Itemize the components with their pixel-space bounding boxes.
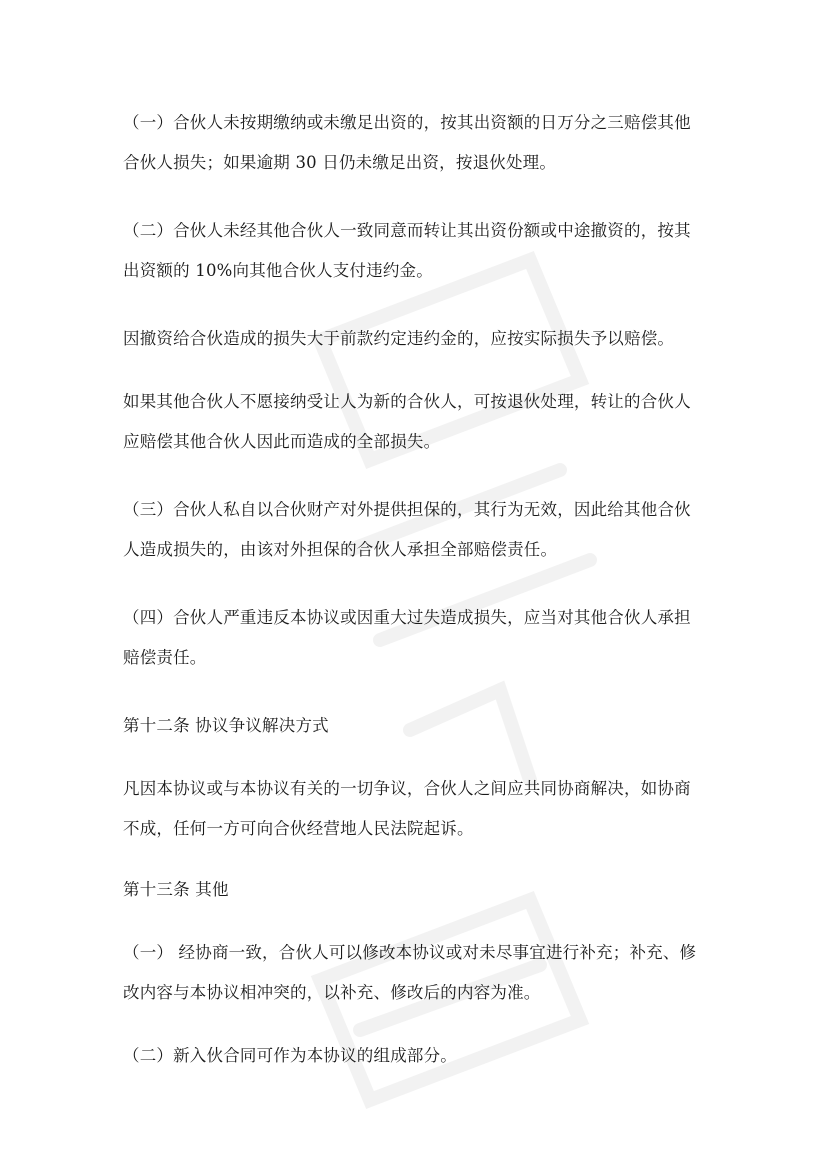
penalty-clause-4 xyxy=(123,598,713,678)
text-line: 人造成损失的，由该对外担保的合伙人承担全部赔偿责任。 xyxy=(123,540,558,559)
section-heading: 第十二条 协议争议解决方式 xyxy=(123,716,329,735)
text-line: （四）合伙人严重违反本协议或因重大过失造成损失，应当对其他合伙人承担 xyxy=(123,608,691,627)
text-line: （二）新入伙合同可作为本协议的组成部分。 xyxy=(123,1046,457,1065)
transfer-clause xyxy=(123,382,713,462)
article-12-heading xyxy=(123,706,713,746)
new-partner-clause xyxy=(123,1036,713,1076)
penalty-clause-3 xyxy=(123,490,713,570)
dispute-clause xyxy=(123,769,713,849)
text-line: 应赔偿其他合伙人因此而造成的全部损失。 xyxy=(123,432,441,451)
amendment-clause xyxy=(123,933,713,1013)
penalty-clause-2 xyxy=(123,211,713,291)
penalty-clause-1 xyxy=(123,103,713,183)
text-line: 如果其他合伙人不愿接纳受让人为新的合伙人，可按退伙处理，转让的合伙人 xyxy=(123,392,691,411)
section-heading: 第十三条 其他 xyxy=(123,880,229,899)
text-line: 赔偿责任。 xyxy=(123,648,207,667)
text-line: 改内容与本协议相冲突的，以补充、修改后的内容为准。 xyxy=(123,983,541,1002)
text-line: 出资额的 10%向其他合伙人支付违约金。 xyxy=(123,261,433,280)
text-line: （二）合伙人未经其他合伙人一致同意而转让其出资份额或中途撤资的，按其 xyxy=(123,221,691,240)
text-line: （一） 经协商一致，合伙人可以修改本协议或对未尽事宜进行补充；补充、修 xyxy=(123,943,697,962)
text-line: （三）合伙人私自以合伙财产对外提供担保的，其行为无效，因此给其他合伙 xyxy=(123,500,691,519)
text-line: 合伙人损失；如果逾期 30 日仍未缴足出资，按退伙处理。 xyxy=(123,153,557,172)
text-line: 凡因本协议或与本协议有关的一切争议，合伙人之间应共同协商解决，如协商 xyxy=(123,779,691,798)
text-line: 不成，任何一方可向合伙经营地人民法院起诉。 xyxy=(123,819,474,838)
withdrawal-loss-clause xyxy=(123,319,713,359)
article-13-heading xyxy=(123,870,713,910)
text-line: 因撤资给合伙造成的损失大于前款约定违约金的，应按实际损失予以赔偿。 xyxy=(123,329,675,348)
text-line: （一）合伙人未按期缴纳或未缴足出资的，按其出资额的日万分之三赔偿其他 xyxy=(123,113,691,132)
watermark-seal xyxy=(200,220,680,1160)
